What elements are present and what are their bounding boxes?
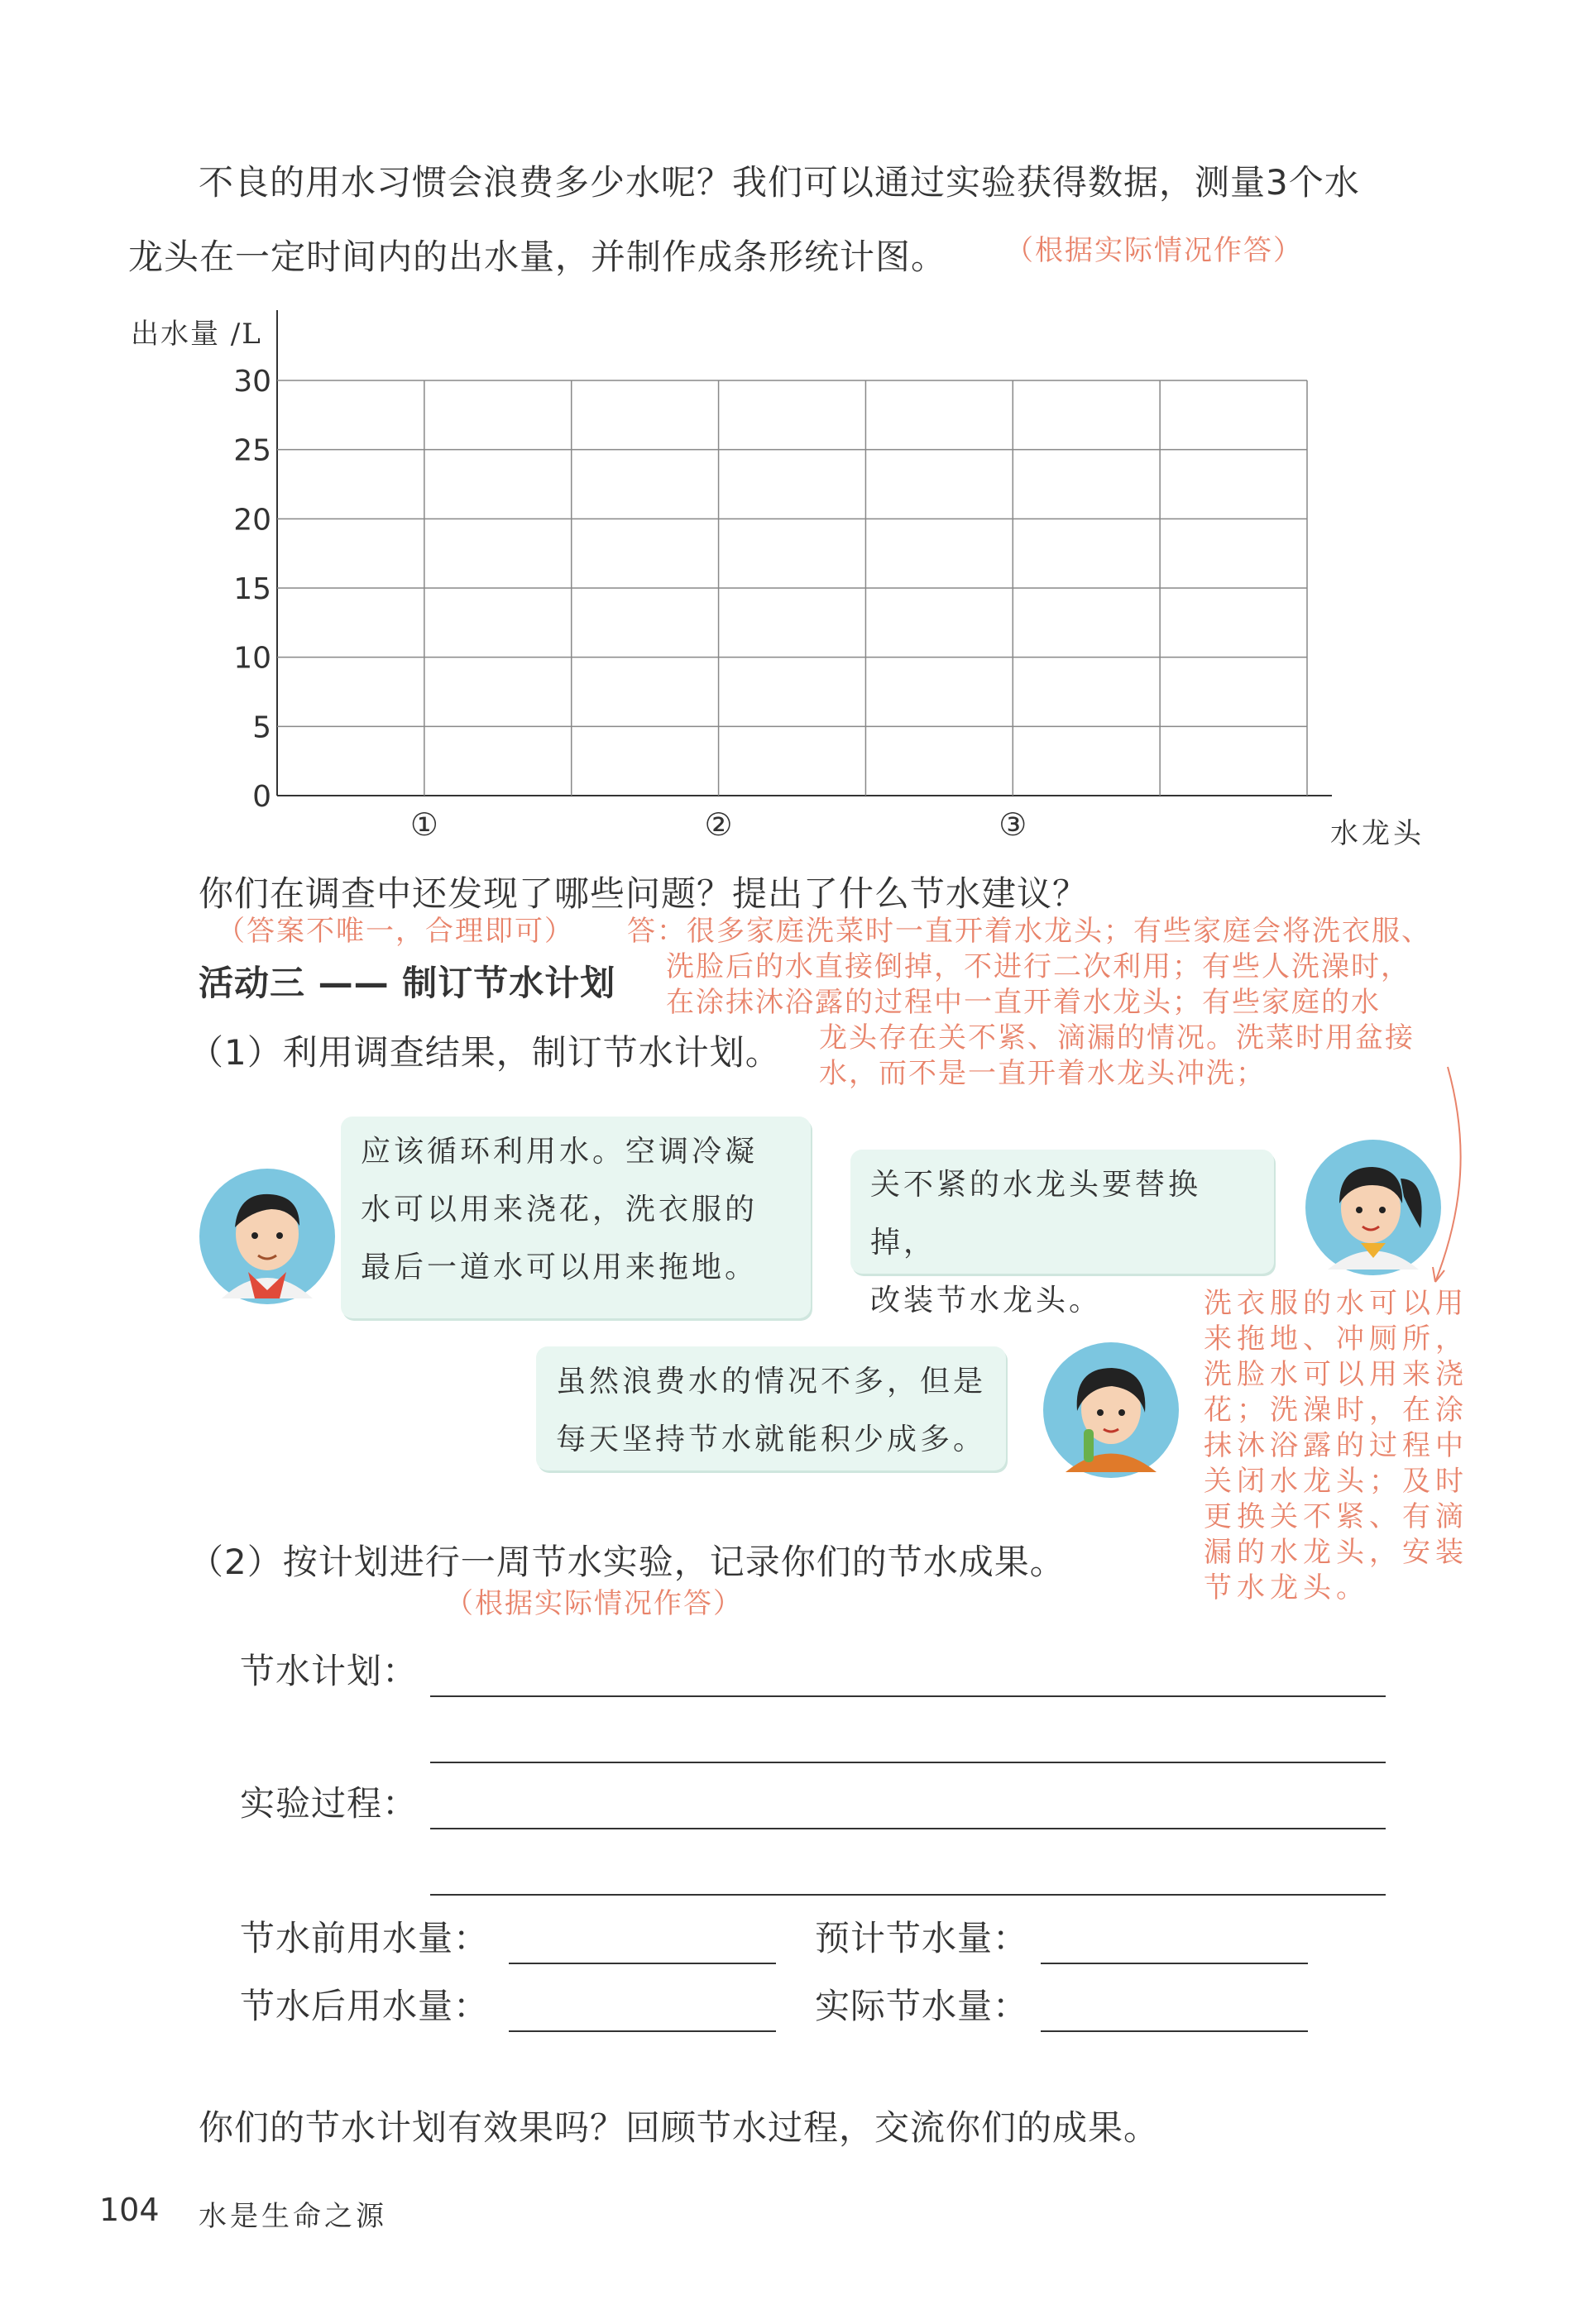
kid-speech-line-1: 虽然浪费水的情况不多，但是 xyxy=(556,1365,987,1399)
x-category-label: ① xyxy=(409,806,438,843)
answer-1-line-1: 答：很多家庭洗菜时一直开着水龙头；有些家庭会将洗衣服、 xyxy=(627,915,1431,948)
answer-1-note: （答案不唯一，合理即可） xyxy=(217,915,574,948)
intro-line-2: 龙头在一定时间内的出水量，并制作成条形统计图。 xyxy=(128,237,947,277)
side-answer-line-6: 关闭水龙头；及时 xyxy=(1204,1465,1468,1498)
footer-title: 水是生命之源 xyxy=(199,2200,387,2233)
side-answer xyxy=(1204,1286,1468,1606)
boy-speech-line-1: 应该循环利用水。空调冷凝 xyxy=(361,1135,759,1169)
form-plan-label: 节水计划： xyxy=(240,1651,419,1691)
side-answer-line-4: 花；洗澡时，在涂 xyxy=(1204,1394,1468,1427)
form-process-line-2[interactable] xyxy=(430,1894,1386,1896)
side-answer-line-2: 来拖地、冲厕所， xyxy=(1204,1322,1468,1356)
activity-title: 活动三 —— 制订节水计划 xyxy=(199,963,616,1003)
y-tick-label: 30 xyxy=(233,365,271,399)
intro-answer-note: （根据实际情况作答） xyxy=(1005,234,1303,267)
form-actual-line[interactable] xyxy=(1041,2030,1308,2032)
kid-speech-line-2: 每天坚持节水就能积少成多。 xyxy=(556,1423,987,1456)
side-answer-line-3: 洗脸水可以用来浇 xyxy=(1204,1358,1468,1391)
form-after-label: 节水后用水量： xyxy=(240,1986,490,2026)
step-2-note: （根据实际情况作答） xyxy=(445,1587,743,1620)
closing-question: 你们的节水计划有效果吗？回顾节水过程，交流你们的成果。 xyxy=(199,2107,1160,2148)
activity-step-1: （1）利用调查结果，制订节水计划。 xyxy=(189,1032,781,1073)
y-tick-label: 25 xyxy=(233,433,271,468)
y-tick-label: 20 xyxy=(233,503,271,538)
form-before-line[interactable] xyxy=(509,1963,776,1964)
form-actual-label: 实际节水量： xyxy=(815,1986,1029,2026)
form-after-line[interactable] xyxy=(509,2030,776,2032)
side-answer-line-8: 漏的水龙头，安装 xyxy=(1204,1536,1468,1569)
boy-speech-line-2: 水可以用来浇花，洗衣服的 xyxy=(361,1193,759,1227)
kid-speech-bubble xyxy=(536,1346,1006,1470)
y-tick-label: 0 xyxy=(252,780,271,814)
girl-speech-line-1: 关不紧的水龙头要替换掉， xyxy=(870,1168,1202,1260)
side-answer-line-7: 更换关不紧、有滴 xyxy=(1204,1500,1468,1533)
intro-line-1: 不良的用水习惯会浪费多少水呢？我们可以通过实验获得数据，测量3个水 xyxy=(199,162,1360,203)
y-tick-label: 10 xyxy=(233,641,271,676)
y-tick-label: 5 xyxy=(252,710,271,745)
side-answer-line-5: 抹沐浴露的过程中 xyxy=(1204,1429,1468,1462)
bar-chart xyxy=(0,0,1590,914)
page-number: 104 xyxy=(99,2192,160,2228)
form-process-label: 实验过程： xyxy=(240,1783,419,1824)
chart-ylabel: 出水量 /L xyxy=(131,318,262,351)
x-category-label: ② xyxy=(704,806,733,843)
answer-1-line-5: 水，而不是一直开着水龙头冲洗； xyxy=(819,1057,1266,1090)
y-tick-label: 15 xyxy=(233,572,271,606)
step-2: （2）按计划进行一周节水实验，记录你们的节水成果。 xyxy=(189,1542,1066,1582)
answer-1-line-4: 龙头存在关不紧、滴漏的情况。洗菜时用盆接 xyxy=(819,1021,1415,1054)
girl-speech-bubble xyxy=(850,1150,1274,1317)
boy-avatar xyxy=(197,1166,338,1307)
form-process-line-1[interactable] xyxy=(430,1828,1386,1829)
kid-avatar xyxy=(1041,1340,1181,1480)
x-category-label: ③ xyxy=(999,806,1027,843)
answer-1-line-3: 在涂抹沐浴露的过程中一直开着水龙头；有些家庭的水 xyxy=(666,986,1381,1019)
form-plan-line-1[interactable] xyxy=(430,1695,1386,1697)
boy-speech-bubble xyxy=(341,1117,811,1318)
form-before-label: 节水前用水量： xyxy=(240,1918,490,1958)
question-1: 你们在调查中还发现了哪些问题？提出了什么节水建议？ xyxy=(199,873,1089,914)
answer-1-line-2: 洗脸后的水直接倒掉，不进行二次利用；有些人洗澡时， xyxy=(666,950,1410,983)
form-expected-line[interactable] xyxy=(1041,1963,1308,1964)
side-answer-line-1: 洗衣服的水可以用 xyxy=(1204,1287,1468,1320)
boy-speech-line-3: 最后一道水可以用来拖地。 xyxy=(361,1250,759,1284)
form-expected-label: 预计节水量： xyxy=(815,1918,1029,1958)
girl-avatar xyxy=(1303,1137,1444,1278)
girl-speech-line-2: 改装节水龙头。 xyxy=(870,1284,1103,1317)
side-answer-line-9: 节水龙头。 xyxy=(1204,1571,1369,1604)
chart-xlabel: 水龙头 xyxy=(1330,817,1425,850)
form-plan-line-2[interactable] xyxy=(430,1762,1386,1763)
